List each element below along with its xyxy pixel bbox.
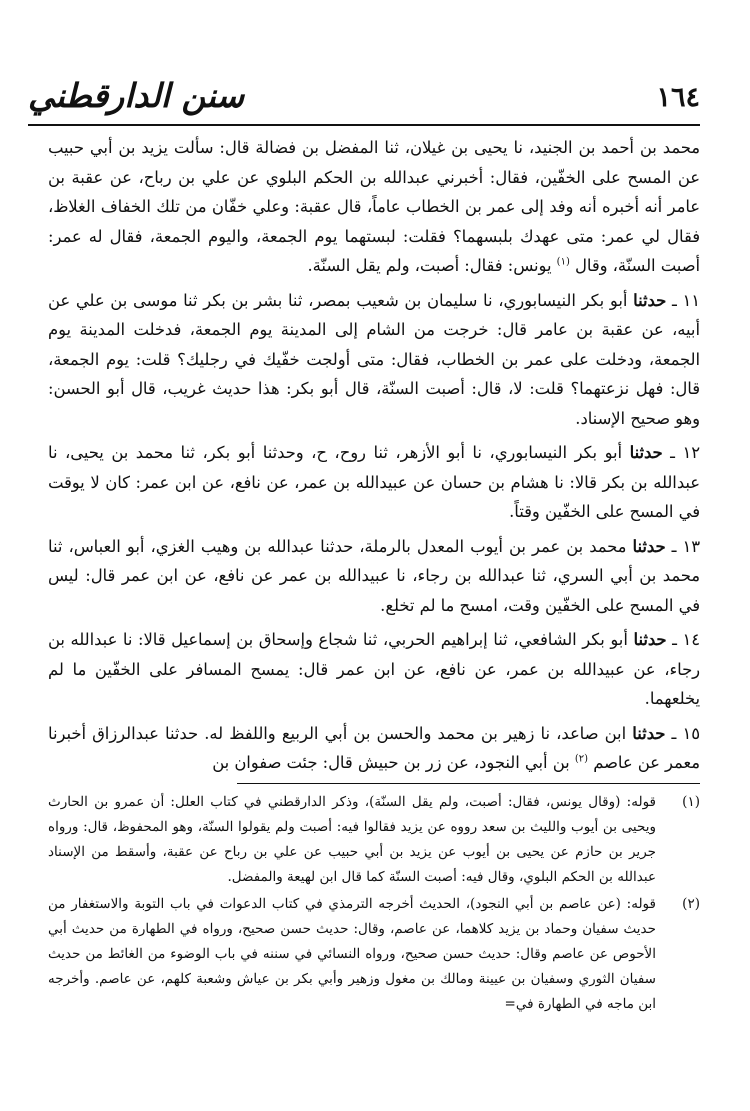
book-title: سنن الدارقطني bbox=[28, 76, 245, 115]
footnote bbox=[48, 892, 700, 1017]
footnote-ref: (١) bbox=[556, 256, 570, 268]
paragraph-text: محمد بن أحمد بن الجنيد، نا يحيى بن غيلان، ثنا المفضل بن فضالة قال: سألت يزيد بن أبي حبيب عن المسح على الخفّين، فقال: أخبرني عبدالله بن الحكم البلوي عن علي بن رباح، عن عقبة بن عامر أنه أخبره أنه وفد إلى عمر بن الخطاب عاماً، قال عقبة: وعلي خفّان من تلك الخفاف الغلاظ، فقال لي عمر: متى عهدك بلبسهما؟ فقلت: لبستهما يوم الجمعة، واليوم الجمعة، فقال له عمر: أصبت السنّة، وقال bbox=[48, 138, 700, 275]
footnotes bbox=[48, 790, 700, 1019]
hadith-paragraph bbox=[48, 532, 700, 621]
hadith-lead: حدثنا bbox=[633, 290, 667, 310]
footnote bbox=[48, 790, 700, 890]
hadith-lead: حدثنا bbox=[629, 443, 663, 462]
hadith-text: أبو بكر النيسابوري، نا أبو الأزهر، ثنا روح، ح، وحدثنا أبو بكر، ثنا محمد بن يحيى، نا عبدالله بن بكر قالا: نا هشام بن حسان عن عبيدالله بن عمر، عن نافع، عن ابن عمر: كان لا يوقت في المسح على الخفّين وقتاً. bbox=[48, 443, 700, 521]
hadith-paragraph bbox=[48, 719, 700, 778]
hadith-number: ١١ ـ bbox=[671, 290, 700, 310]
hadith-paragraph bbox=[48, 625, 700, 714]
footnote-text: قوله: (وقال يونس، فقال: أصبت، ولم يقل السنّة)، وذكر الدارقطني في كتاب العلل: أن عمرو بن الحارث ويحيى بن أيوب والليث بن سعد رووه عن يزيد فقالوا فيه: أصبت ولم يقولوا السنّة، وهو المحفوظ، قال: ورواه جرير بن حازم عن يحيى بن أيوب عن يزيد بن أبي حبيب عن علي بن رباح عن عقبة، وأسقط من الإسناد عبدالله بن الحكم البلوي، وقال فيه: أصبت السنّة كما قال ابن لهيعة والمفضل. bbox=[48, 794, 656, 885]
footnote-number: (١) bbox=[682, 794, 700, 810]
hadith-text: بن أبي النجود، عن زر بن حبيش قال: جئت صفوان بن bbox=[212, 753, 570, 772]
main-text bbox=[48, 133, 700, 783]
hadith-text: أبو بكر الشافعي، ثنا إبراهيم الحربي، ثنا شجاع وإسحاق بن إسماعيل قالا: نا عبدالله بن رجاء، عن عبيدالله بن عمر، عن نافع، عن ابن عمر قال: يمسح المسافر على الخفّين ما لم يخلعهما. bbox=[48, 630, 700, 708]
hadith-number: ١٣ ـ bbox=[671, 536, 700, 556]
hadith-text: محمد بن عمر بن أيوب المعدل بالرملة، حدثنا عبدالله بن وهيب الغزي، أبو العباس، ثنا محمد بن أبي السري، ثنا عبدالله بن رجاء، نا عبيدالله بن عمر عن نافع، عن ابن عمر قال: ليس في المسح على الخفّين وقت، امسح ما لم تخلع. bbox=[48, 536, 700, 615]
hadith-text: ابن صاعد، نا زهير بن محمد والحسن بن أبي الربيع واللفظ له. حدثنا عبدالرزاق أخبرنا معمر عن عاصم bbox=[48, 723, 700, 772]
page-number: ١٦٤ bbox=[656, 82, 700, 113]
hadith-number: ١٢ ـ bbox=[670, 443, 700, 462]
paragraph bbox=[48, 133, 700, 281]
footnote-divider bbox=[237, 783, 700, 784]
footnote-number: (٢) bbox=[682, 896, 700, 912]
hadith-text: أبو بكر النيسابوري، نا سليمان بن شعيب بمصر، ثنا بشر بن بكر ثنا موسى بن علي عن أبيه، عن عقبة بن عامر قال: خرجت من الشام إلى المدينة يوم الجمعة، فدخلت المدينة يوم الجمعة، ودخلت على عمر بن الخطاب، فقال: متى أولجت خفّيك في رجليك؟ قلت: يوم الجمعة، قال: فهل نزعتهما؟ قلت: لا، قال: أصبت السنّة، قال أبو بكر: هذا حديث غريب، قال أبو الحسن: وهو صحيح الإسناد. bbox=[48, 290, 700, 428]
header-divider bbox=[28, 124, 700, 126]
footnote-ref: (٢) bbox=[574, 753, 589, 765]
hadith-number: ١٥ ـ bbox=[671, 723, 700, 743]
hadith-number: ١٤ ـ bbox=[672, 630, 700, 649]
hadith-lead: حدثنا bbox=[632, 723, 666, 743]
hadith-paragraph bbox=[48, 286, 700, 434]
hadith-paragraph bbox=[48, 438, 700, 527]
page-header bbox=[28, 68, 700, 128]
paragraph-text: يونس: فقال: أصبت، ولم يقل السنّة. bbox=[307, 256, 552, 275]
hadith-lead: حدثنا bbox=[633, 630, 667, 649]
footnote-text: قوله: (عن عاصم بن أبي النجود)، الحديث أخرجه الترمذي في كتاب الدعوات في باب التوبة والاستغفار من حديث سفيان وحماد بن يزيد كلاهما، عن عاصم، وقال: حديث حسن صحيح، ورواه في الطهارة من حديث أبي الأحوص عن عاصم وقال: حديث حسن صحيح، ورواه النسائي في سننه في باب الوضوء من الغائط من حديث سفيان الثوري وسفيان بن عيينة ومالك بن مغول وزهير وأبي بكر بن عياش وشعبة كلهم، عن عاصم. وأخرجه ابن ماجه في الطهارة في= bbox=[48, 896, 656, 1012]
hadith-lead: حدثنا bbox=[632, 536, 666, 556]
